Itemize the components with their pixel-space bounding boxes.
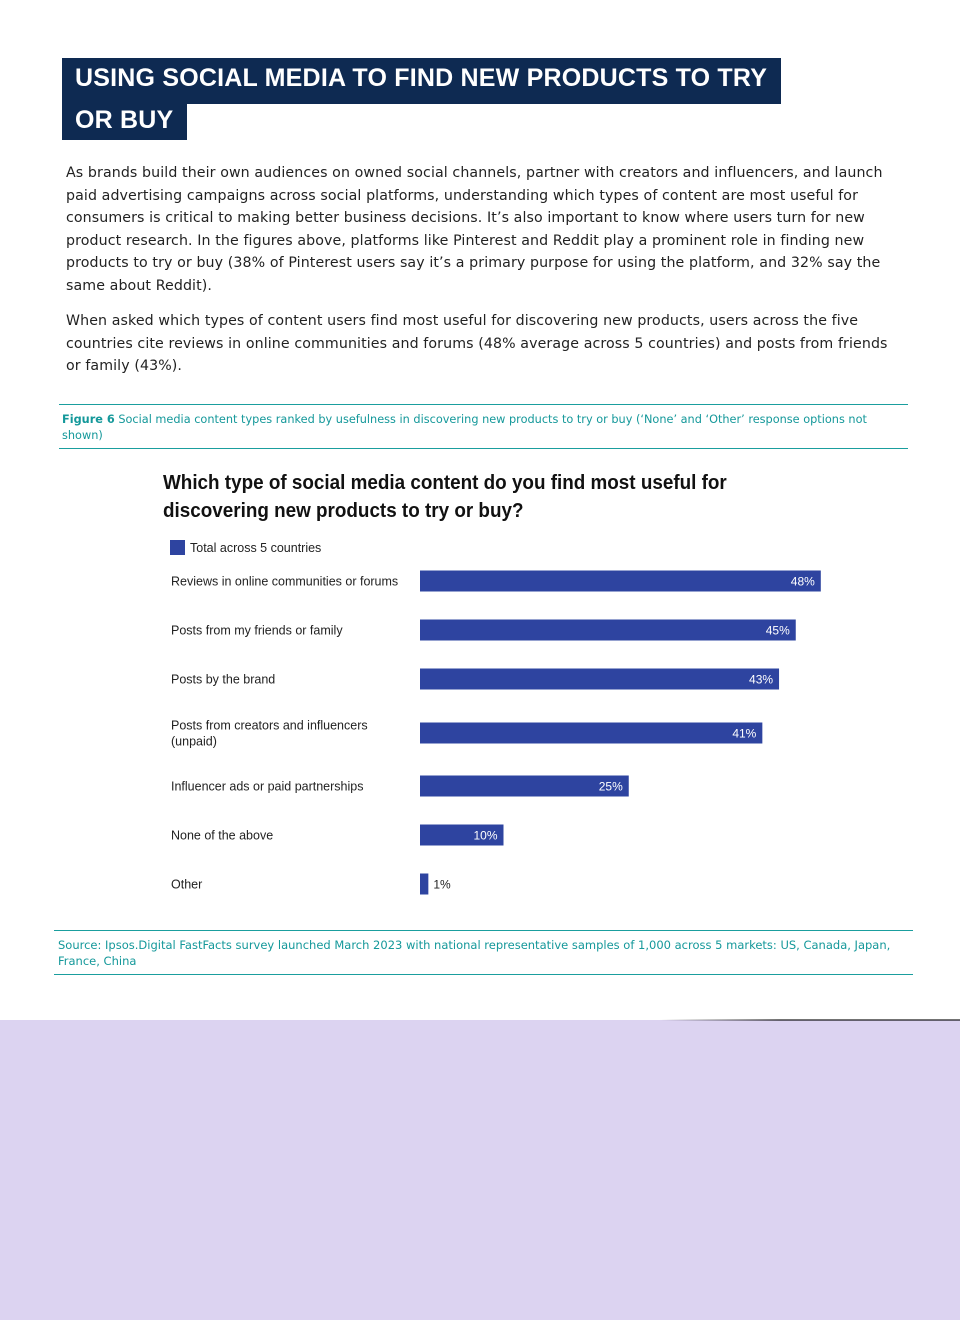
source-note: Source: Ipsos.Digital FastFacts survey launched March 2023 with national representative samples of 1,000 across 5 markets: US, Canada, Japan, France, China <box>58 938 891 968</box>
category-label-4: Influencer ads or paid partnerships <box>171 779 364 794</box>
source-bottom-rule <box>54 974 913 975</box>
data-label-3: 41% <box>732 726 757 741</box>
bar-3 <box>420 723 762 744</box>
body-paragraph-2: When asked which types of content users find most useful for discovering new products, users across the five countries cite reviews in online communities and forums (48% average across 5 countries) and posts from friends or family (43%). <box>66 313 888 374</box>
category-label-2: Posts by the brand <box>171 672 276 687</box>
figure-caption-text: Social media content types ranked by usefulness in discovering new products to try or buy (‘None’ and ‘Other’ response options not shown) <box>62 413 867 442</box>
category-label-0: Reviews in online communities or forums <box>171 574 399 589</box>
bar-4 <box>420 776 629 797</box>
data-label-4: 25% <box>598 779 623 794</box>
category-label-1: Posts from my friends or family <box>171 623 343 638</box>
body-paragraph-1: As brands build their own audiences on owned social channels, partner with creators and influencers, and launch paid advertising campaigns across social platforms, understanding which types of content are most useful for consumers is critical to making better business decisions. It’s also important to know where users turn for new product research. In the figures above, platforms like Pinterest and Reddit play a prominent role in finding new products to try or buy (38% of Pinterest users say it’s a primary purpose for using the platform, and 32% say the same about Reddit). <box>66 165 883 294</box>
bar-0 <box>420 571 821 592</box>
data-label-2: 43% <box>749 672 774 687</box>
data-label-6: 1% <box>433 877 451 892</box>
data-label-1: 45% <box>765 623 790 638</box>
heading-line-2: OR BUY <box>62 104 187 140</box>
legend-label: Total across 5 countries <box>190 541 322 555</box>
data-label-5: 10% <box>473 828 498 843</box>
data-label-0: 48% <box>790 574 815 589</box>
source-top-rule <box>54 930 913 931</box>
category-label-5: None of the above <box>171 828 274 843</box>
legend-swatch <box>170 540 185 555</box>
chart-title: Which type of social media content do you find most useful for discovering new products to try or buy? <box>163 471 727 522</box>
category-label-3-0: Posts from creators and influencers <box>171 718 368 733</box>
bar-1 <box>420 620 796 641</box>
bottom-band <box>0 1020 960 1320</box>
heading-line-1: USING SOCIAL MEDIA TO FIND NEW PRODUCTS TO TRY <box>62 58 781 104</box>
category-label-3-1: (unpaid) <box>171 734 217 749</box>
band-shadow <box>660 1019 960 1021</box>
bar-2 <box>420 669 779 690</box>
category-label-6: Other <box>171 877 203 892</box>
figure-label: Figure 6 <box>62 413 115 426</box>
bar-6 <box>420 874 428 895</box>
